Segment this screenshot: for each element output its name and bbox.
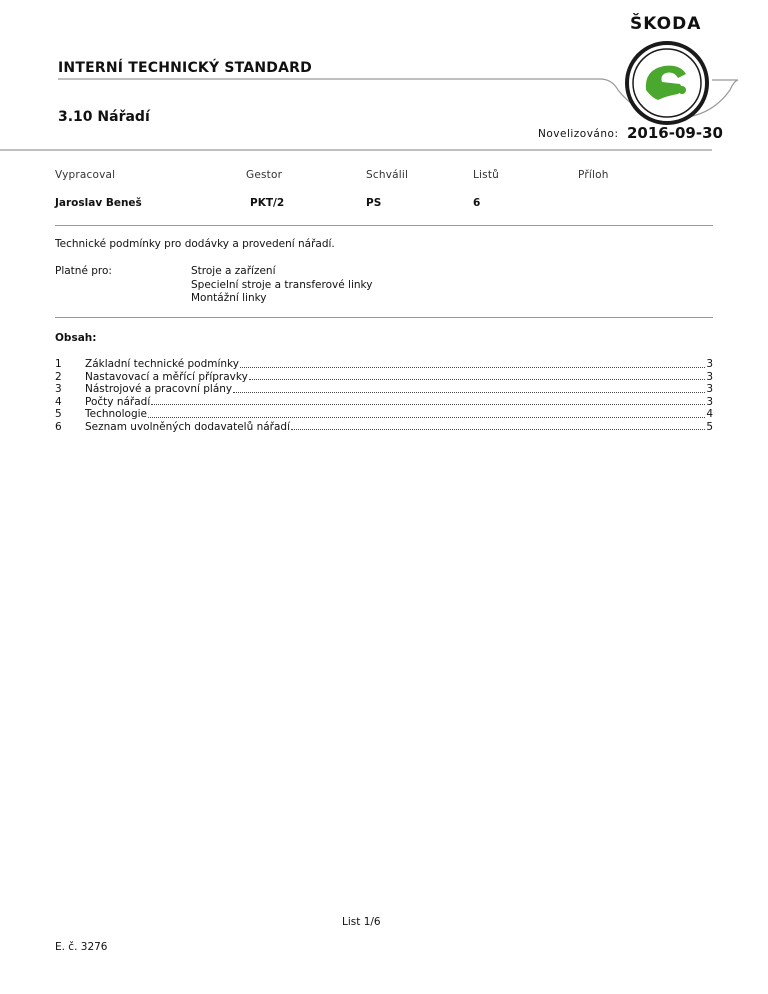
toc-title: Základní technické podmínky [85, 358, 239, 370]
novelized-date: 2016-09-30 [627, 124, 723, 142]
value-approved: PS [366, 197, 382, 209]
table-of-contents [55, 358, 713, 433]
applies-label: Platné pro: [55, 265, 112, 277]
header-attachments: Příloh [578, 169, 609, 181]
toc-number: 3 [55, 383, 62, 395]
document-number: E. č. 3276 [55, 941, 108, 953]
toc-page: 3 [706, 395, 713, 408]
header-sheets: Listů [473, 169, 500, 181]
toc-leader [151, 396, 705, 406]
toc-number: 6 [55, 420, 62, 433]
header-approved: Schválil [366, 169, 409, 181]
page-indicator: List 1/6 [342, 916, 381, 928]
novelized-label: Novelizováno: [538, 128, 619, 140]
applies-list [191, 265, 372, 306]
header-author: Vypracoval [55, 169, 116, 181]
toc-page: 3 [706, 383, 713, 395]
divider [55, 225, 713, 226]
toc-entry[interactable] [55, 396, 713, 409]
header-guarantor: Gestor [246, 169, 283, 181]
toc-number: 1 [55, 358, 62, 370]
skoda-logo-icon [622, 38, 712, 128]
toc-title: Nastavovací a měřící přípravky [85, 370, 248, 383]
toc-entry[interactable] [55, 408, 713, 421]
toc-entry[interactable] [55, 358, 713, 371]
applies-item: Specielní stroje a transferové linky [191, 278, 373, 291]
toc-page: 3 [706, 358, 713, 370]
brand-wordmark: ŠKODA [630, 14, 702, 34]
applies-item: Stroje a zařízení [191, 265, 276, 277]
toc-title: Technologie [85, 408, 147, 420]
toc-leader [148, 408, 705, 418]
document-type: INTERNÍ TECHNICKÝ STANDARD [58, 60, 312, 76]
toc-entry[interactable] [55, 421, 713, 434]
value-author: Jaroslav Beneš [55, 197, 142, 209]
toc-page: 3 [706, 370, 713, 383]
toc-number: 2 [55, 370, 62, 383]
value-sheets: 6 [473, 197, 481, 209]
toc-leader [233, 383, 705, 393]
toc-heading: Obsah: [55, 332, 97, 344]
toc-leader [240, 358, 705, 368]
applies-item: Montážní linky [191, 292, 267, 304]
toc-title: Počty nářadí [85, 395, 151, 408]
toc-title: Nástrojové a pracovní plány [85, 383, 233, 395]
divider [55, 317, 713, 318]
toc-title: Seznam uvolněných dodavatelů nářadí [85, 420, 290, 433]
toc-page: 5 [706, 420, 713, 433]
toc-leader [291, 421, 705, 431]
document-title: 3.10 Nářadí [58, 109, 150, 125]
scope-description: Technické podmínky pro dodávky a provedení nářadí. [55, 238, 335, 250]
toc-entry[interactable] [55, 371, 713, 384]
toc-entry[interactable] [55, 383, 713, 396]
toc-leader [249, 371, 706, 381]
toc-number: 4 [55, 395, 62, 408]
value-guarantor: PKT/2 [250, 197, 285, 209]
toc-page: 4 [706, 408, 713, 420]
toc-number: 5 [55, 408, 62, 420]
